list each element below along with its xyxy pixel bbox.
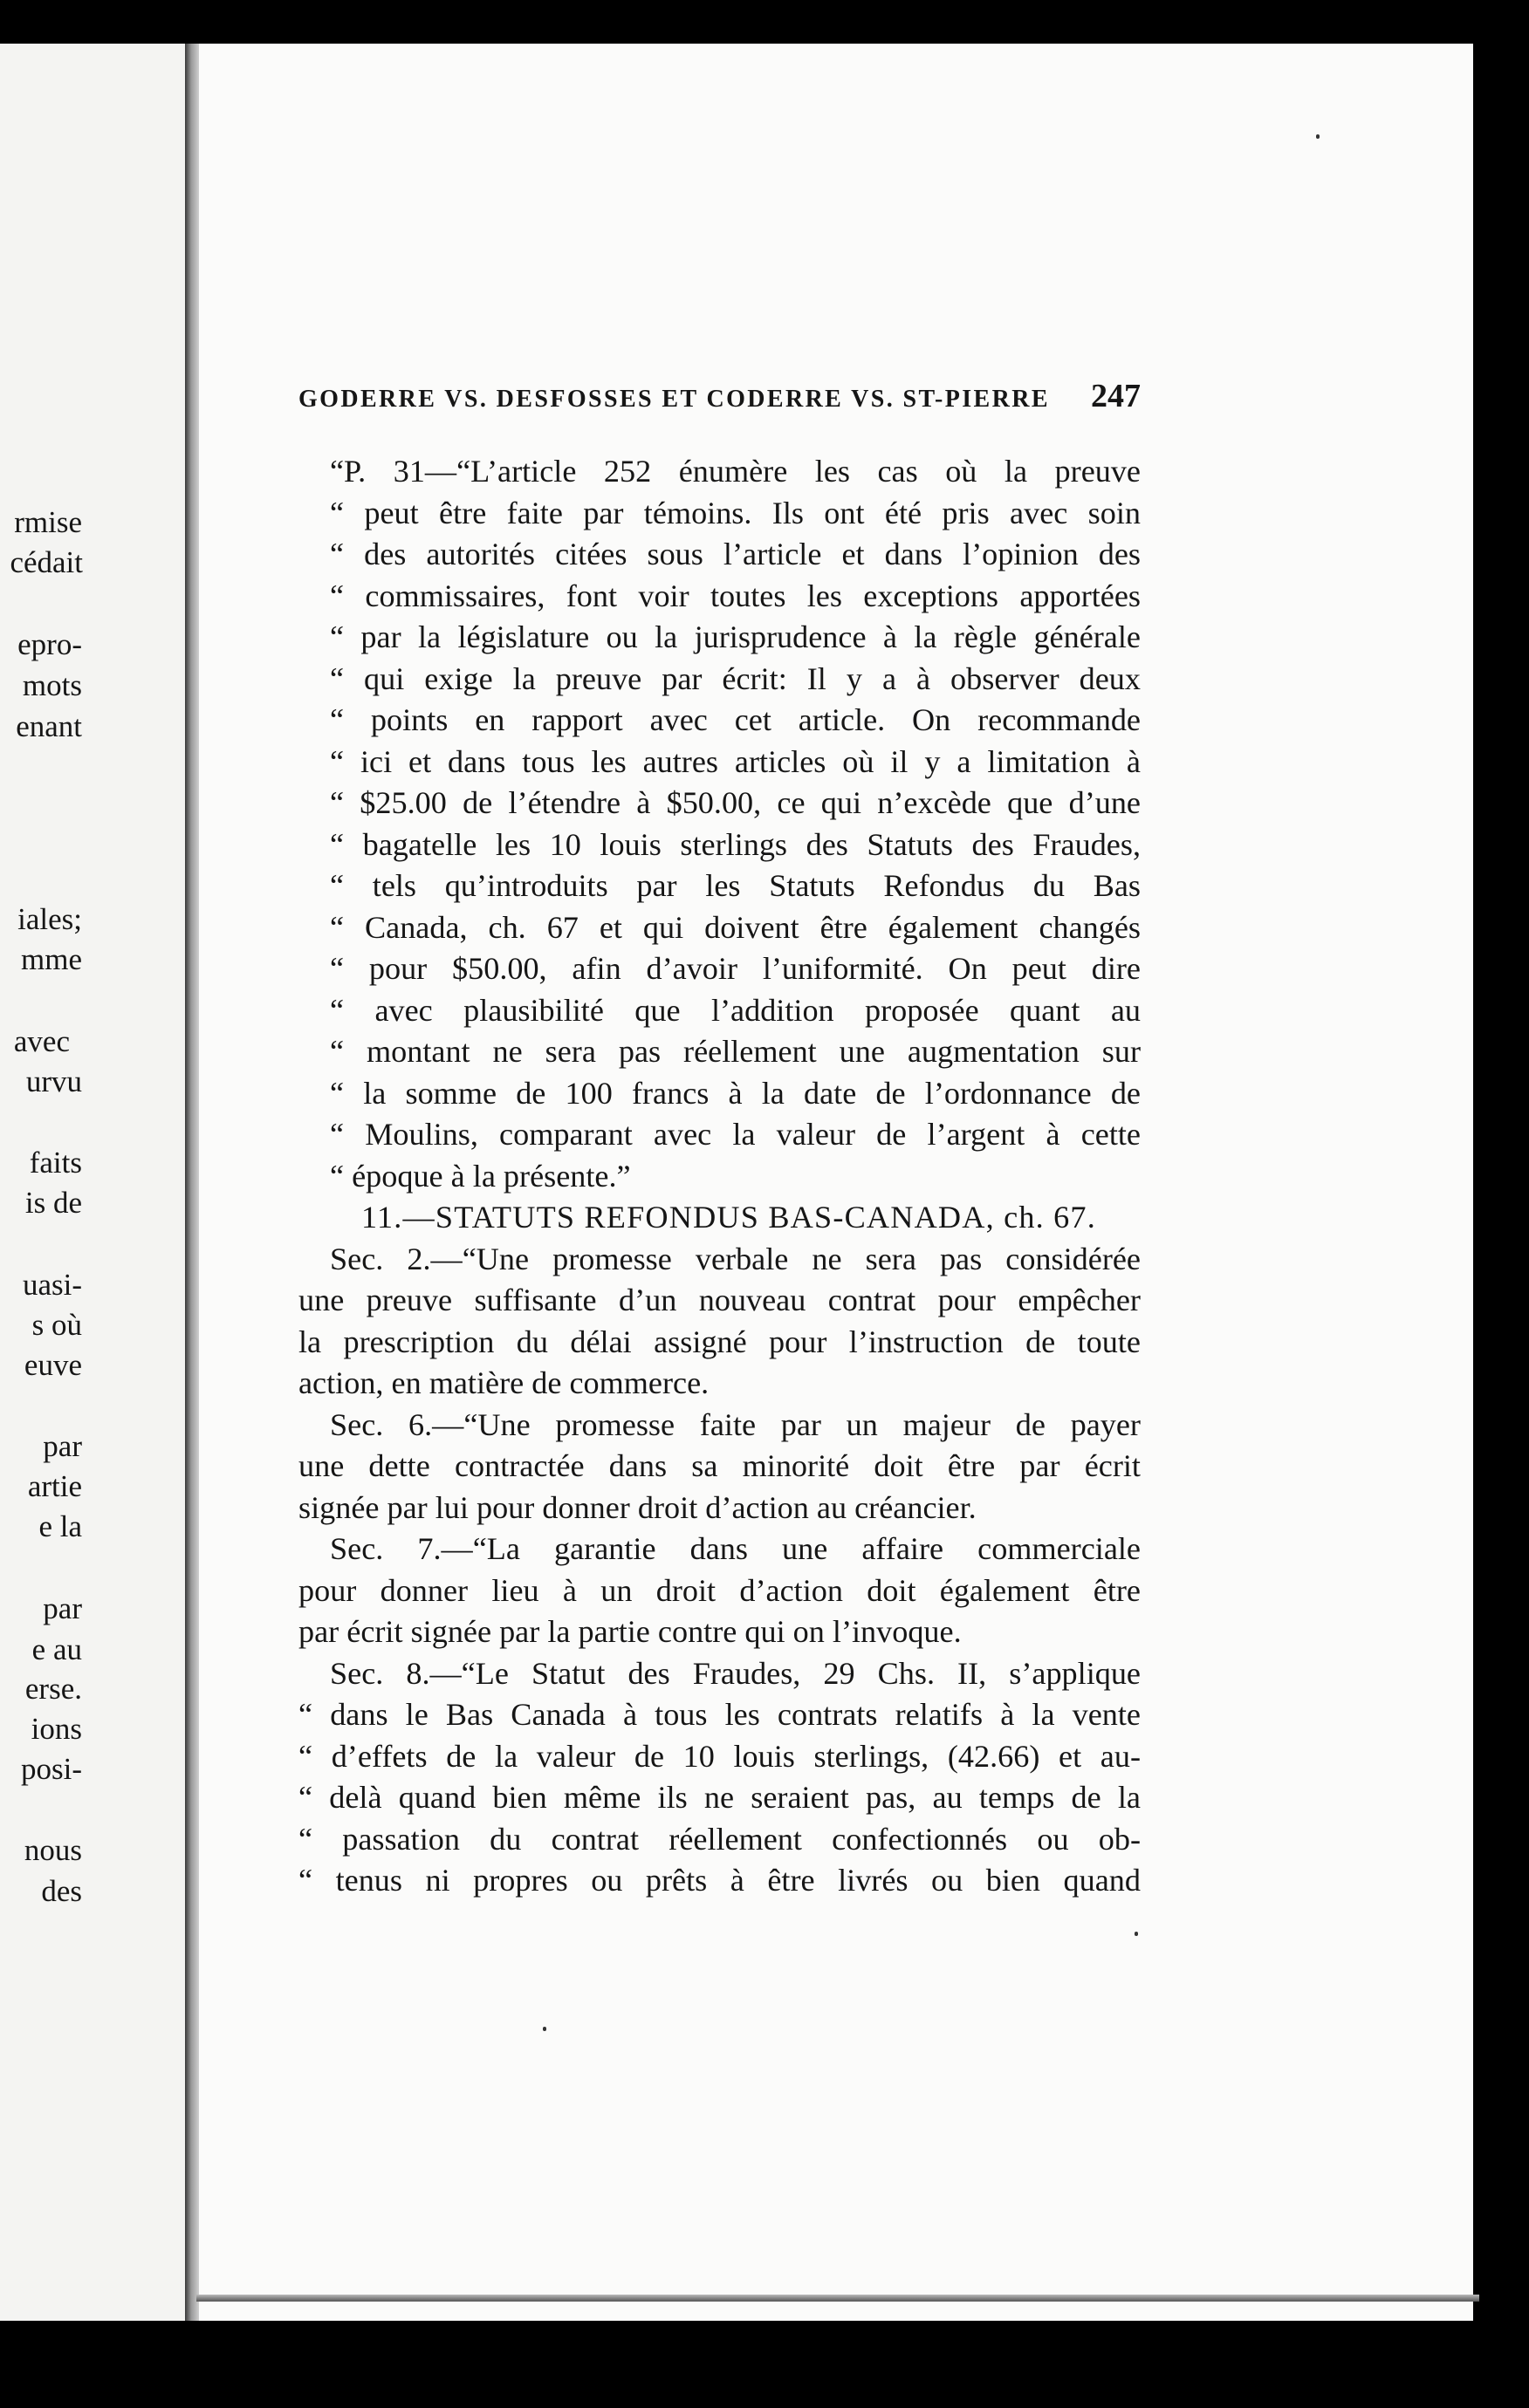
text-line: une preuve suffisante d’un nouveau contrat pour empêcher [298, 1283, 1141, 1317]
left-margin-fragment: artie [27, 1469, 82, 1503]
text-line: “ commissaires, font voir toutes les exceptions apportées [330, 578, 1141, 613]
left-margin-fragment: e au [31, 1632, 82, 1666]
text-line: Sec. 2.—“Une promesse verbale ne sera pas considérée [330, 1241, 1141, 1276]
left-margin-fragment: avec [13, 1024, 70, 1058]
text-line: “ avec plausibilité que l’addition proposée quant au [330, 992, 1141, 1028]
text-line: “ tenus ni propres ou prêts à être livrés ou bien quand [298, 1863, 1141, 1898]
left-margin-fragment: s où [31, 1308, 82, 1342]
text-line: “ la somme de 100 francs à la date de l’ordonnance de [330, 1075, 1141, 1111]
text-line: “ qui exige la preuve par écrit: Il y a à observer deux [330, 660, 1141, 696]
text-line: Sec. 8.—“Le Statut des Fraudes, 29 Chs. II, s’applique [330, 1655, 1141, 1691]
text-line: signée par lui pour donner droit d’action au créancier. [298, 1489, 977, 1525]
text-line: Sec. 7.—“La garantie dans une affaire commerciale [330, 1531, 1141, 1566]
text-line: “ passation du contrat réellement confectionnés ou ob- [298, 1821, 1141, 1857]
text-line: “ des autorités citées sous l’article et dans l’opinion des [330, 537, 1141, 571]
text-line: “ points en rapport avec cet article. On recommande [330, 702, 1141, 737]
text-line: action, en matière de commerce. [298, 1365, 710, 1400]
left-margin-fragment: uasi- [22, 1268, 82, 1302]
text-line: Sec. 6.—“Une promesse faite par un majeur de payer [330, 1406, 1141, 1442]
speck-mark [543, 2027, 546, 2031]
text-line: “ montant ne sera pas réellement une augmentation sur [330, 1034, 1141, 1069]
text-line: “P. 31—“L’article 252 énumère les cas où la preuve [330, 454, 1141, 489]
left-margin-fragment: ions [31, 1712, 82, 1746]
speck-mark [1135, 1932, 1138, 1936]
text-line: “ tels qu’introduits par les Statuts Refondus du Bas [330, 868, 1141, 903]
text-line: “ delà quand bien même ils ne seraient pas, au temps de la [298, 1780, 1141, 1815]
running-title: GODERRE VS. DESFOSSES ET CODERRE VS. ST-PIERRE [298, 386, 1050, 413]
text-line: “ $25.00 de l’étendre à $50.00, ce qui n’excède que d’une [330, 785, 1141, 820]
left-margin-fragment: is de [24, 1186, 82, 1220]
left-margin-fragment: posi- [21, 1752, 82, 1786]
left-margin-fragment: erse. [24, 1672, 82, 1706]
text-line: “ peut être faite par témoins. Ils ont été pris avec soin [330, 495, 1141, 530]
left-facing-page [0, 44, 185, 2321]
left-margin-fragment: epro- [17, 627, 82, 661]
section-heading: 11.—STATUTS REFONDUS BAS-CANADA, ch. 67. [361, 1200, 1096, 1235]
left-margin-fragment: par [43, 1591, 82, 1625]
left-margin-fragment: rmise [14, 505, 82, 539]
left-margin-fragment: euve [24, 1348, 82, 1382]
text-line: “ bagatelle les 10 louis sterlings des Statuts des Fraudes, [330, 826, 1141, 862]
left-margin-fragment: e la [38, 1509, 82, 1543]
page-bottom-edge [196, 2295, 1479, 2302]
text-line: “ ici et dans tous les autres articles où il y a limitation à [330, 743, 1141, 779]
left-margin-fragment: cédait [10, 545, 83, 579]
text-line: “ Moulins, comparant avec la valeur de l’argent à cette [330, 1117, 1141, 1152]
text-line: “ par la législature ou la jurisprudence à la règle générale [330, 619, 1141, 654]
page-number: 247 [1091, 378, 1141, 414]
left-margin-fragment: mots [22, 668, 82, 702]
text-line: “ Canada, ch. 67 et qui doivent être également changés [330, 909, 1141, 945]
left-margin-fragment: faits [29, 1146, 82, 1180]
page-header [298, 377, 1141, 421]
text-line: “ dans le Bas Canada à tous les contrats relatifs à la vente [298, 1697, 1141, 1732]
left-margin-fragment: urvu [25, 1064, 82, 1098]
left-margin-fragment: des [41, 1874, 82, 1908]
body-text [298, 451, 1141, 1902]
speck-mark [1316, 134, 1320, 139]
text-line: une dette contractée dans sa minorité doit être par écrit [298, 1448, 1141, 1483]
text-line: la prescription du délai assigné pour l’instruction de toute [298, 1324, 1141, 1359]
text-line: “ pour $50.00, afin d’avoir l’uniformité. On peut dire [330, 951, 1141, 986]
left-margin-fragment: mme [21, 942, 82, 976]
left-margin-fragment: nous [24, 1833, 82, 1867]
text-line: “ époque à la présente.” [330, 1158, 631, 1194]
text-line: “ d’effets de la valeur de 10 louis sterlings, (42.66) et au- [298, 1738, 1141, 1774]
left-margin-fragment: enant [16, 709, 82, 743]
text-line: pour donner lieu à un droit d’action doit également être [298, 1572, 1141, 1608]
text-line: par écrit signée par la partie contre qui on l’invoque. [298, 1614, 962, 1649]
left-margin-fragment: iales; [17, 902, 82, 936]
book-gutter [185, 44, 199, 2321]
left-margin-fragment: par [43, 1429, 82, 1463]
